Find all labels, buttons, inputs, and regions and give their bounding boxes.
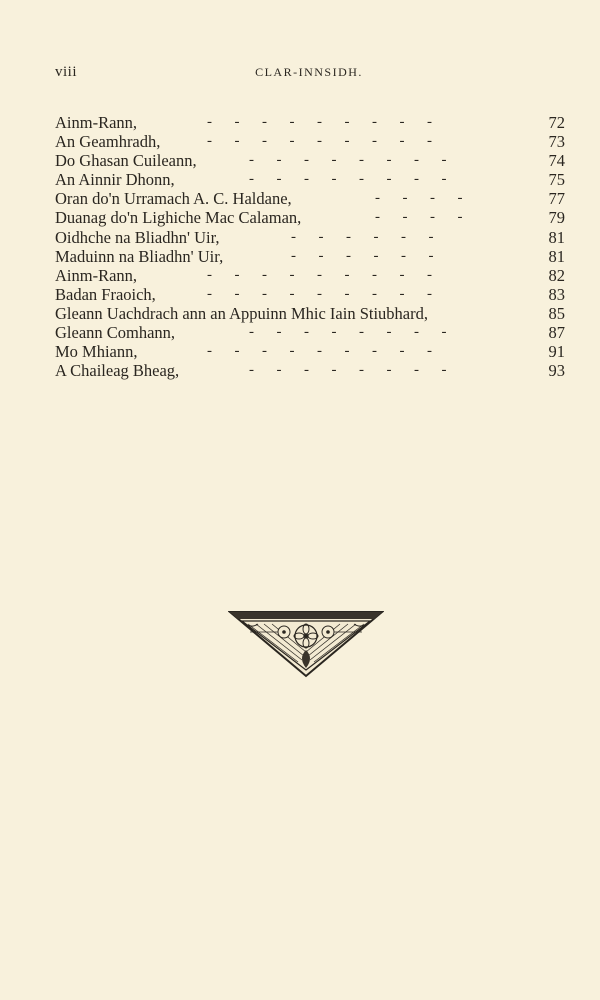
toc-page: 87 — [548, 323, 565, 343]
toc-row — [55, 361, 565, 380]
toc-leader: - - - - - - - - — [249, 171, 447, 188]
toc-page: 72 — [548, 113, 565, 132]
toc-leader: - - - - - - - - — [249, 324, 447, 341]
toc-title: Gleann Uachdrach ann an Appuinn Mhic Iain Stiubhard, — [55, 303, 428, 323]
toc-page: 79 — [548, 208, 565, 228]
toc-title: Oran do'n Urramach A. C. Haldane, — [55, 189, 292, 209]
toc-row — [55, 228, 565, 247]
toc-leader: - - - - - - - - — [249, 152, 447, 169]
toc-title: Oidhche na Bliadhn' Uir, — [55, 227, 220, 247]
toc-title: Maduinn na Bliadhn' Uir, — [55, 246, 224, 266]
toc-row — [55, 132, 565, 151]
toc-page: 75 — [548, 170, 565, 190]
toc-page: 93 — [548, 361, 565, 381]
toc-title: Ainm-Rann, — [55, 113, 138, 132]
toc-title: An Ainnir Dhonn, — [55, 170, 175, 190]
toc-row — [55, 304, 565, 323]
toc-row — [55, 170, 565, 189]
toc-row — [55, 189, 565, 208]
toc-row — [55, 342, 565, 361]
toc-leader: - - - - - - - - - — [207, 266, 432, 283]
toc-page: 73 — [548, 132, 565, 152]
toc-page: 77 — [548, 189, 565, 209]
toc-leader: - - - - - - — [291, 247, 434, 264]
table-of-contents — [55, 113, 565, 380]
toc-page: 82 — [548, 265, 565, 285]
toc-title: Duanag do'n Lighiche Mac Calaman, — [55, 208, 302, 228]
toc-page: 91 — [548, 342, 565, 362]
toc-page: 83 — [548, 284, 565, 304]
page-folio: viii — [55, 64, 78, 80]
toc-title: Gleann Comhann, — [55, 323, 176, 343]
toc-row — [55, 285, 565, 304]
toc-leader: - - - - — [375, 209, 463, 226]
tailpiece-ornament-icon — [228, 610, 384, 678]
toc-leader: - - - - - - - - - — [207, 343, 432, 360]
toc-row — [55, 208, 565, 227]
page-header — [55, 64, 563, 84]
toc-leader: - - - - - - - - — [249, 362, 447, 379]
toc-title: An Geamhradh, — [55, 132, 161, 152]
toc-row — [55, 151, 565, 170]
toc-row — [55, 247, 565, 266]
toc-page: 74 — [548, 151, 565, 171]
toc-leader: - - - - - - - - - — [207, 114, 432, 130]
toc-leader: - - - - — [375, 190, 463, 207]
toc-title: Do Ghasan Cuileann, — [55, 151, 197, 171]
toc-title: Mo Mhiann, — [55, 342, 138, 362]
toc-title: A Chaileag Bheag, — [55, 361, 180, 381]
toc-leader: - - - - - - — [291, 228, 434, 245]
toc-leader: - - - - - - - - - — [207, 133, 432, 150]
toc-page: 85 — [548, 303, 565, 323]
toc-page: 81 — [548, 246, 565, 266]
toc-leader: - - - - - - - - - — [207, 285, 432, 302]
toc-row — [55, 323, 565, 342]
toc-title: Badan Fraoich, — [55, 284, 156, 304]
running-head: CLAR-INNSIDH. — [255, 65, 363, 79]
toc-page: 81 — [548, 227, 565, 247]
toc-row — [55, 266, 565, 285]
toc-title: Ainm-Rann, — [55, 265, 138, 285]
toc-row — [55, 113, 565, 132]
